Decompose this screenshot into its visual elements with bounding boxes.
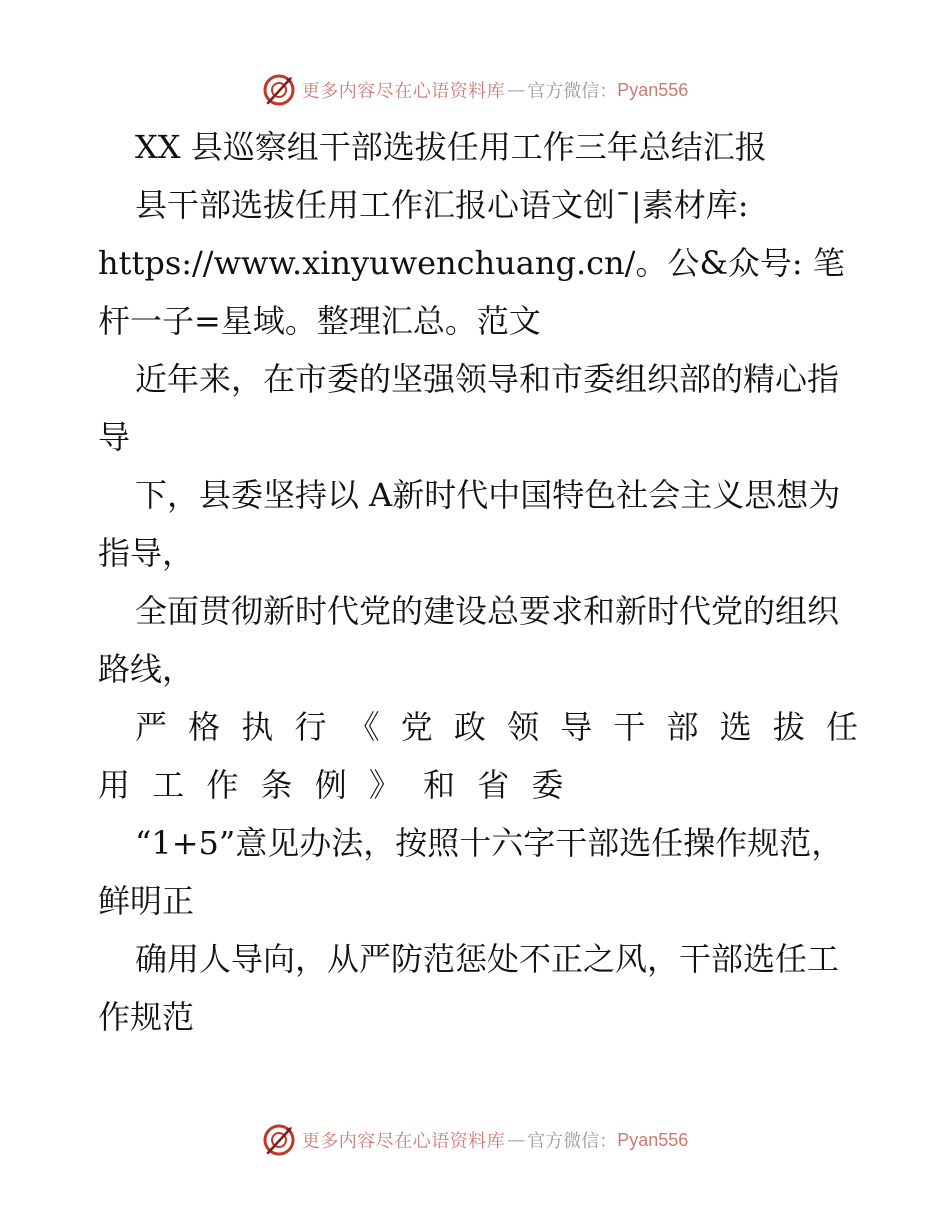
paragraph: “1+5”意见办法，按照十六字干部选任操作规范，鲜明正 [98, 824, 844, 920]
header-banner [0, 70, 950, 110]
spaced-line: 严 格 执 行 《 党 政 领 导 干 部 选 拔 任 [135, 708, 858, 746]
quill-seal-icon [262, 73, 296, 107]
banner-wechat-label: 官方微信： [527, 81, 618, 102]
paragraph: 下，县委坚持以 A新时代中国特色社会主义思想为指导， [98, 476, 841, 572]
source-tail: 。公&众号: 笔杆一子=星域。整理汇总。范文 [98, 244, 845, 340]
banner-separator: — [507, 1129, 526, 1151]
source-text: 县干部选拔任用工作汇报心语文创¯|素材库: [135, 186, 749, 224]
source-url: https://www.xinyuwenchuang.cn/ [98, 244, 636, 282]
banner-title: 更多内容尽在心语资料库 [301, 1131, 506, 1152]
banner-wechat-id: Pyan556 [617, 1129, 689, 1150]
document-body [98, 118, 858, 1046]
banner-wechat-id: Pyan556 [617, 79, 689, 100]
paragraph: 全面贯彻新时代党的建设总要求和新时代党的组织路线， [98, 592, 840, 688]
paragraph: 近年来，在市委的坚强领导和市委组织部的精心指导 [98, 360, 840, 456]
document-title: XX 县巡察组干部选拔任用工作三年总结汇报 [135, 128, 767, 166]
banner-separator: — [507, 79, 526, 101]
banner-wechat-label: 官方微信： [527, 1131, 618, 1152]
spaced-line: 用 工 作 条 例 》 和 省 委 [98, 766, 564, 804]
quill-seal-icon [262, 1123, 296, 1157]
banner-title: 更多内容尽在心语资料库 [301, 81, 506, 102]
paragraph: 确用人导向，从严防范惩处不正之风，干部选任工作规范 [98, 940, 840, 1036]
source-line [98, 176, 858, 350]
footer-banner [0, 1120, 950, 1160]
